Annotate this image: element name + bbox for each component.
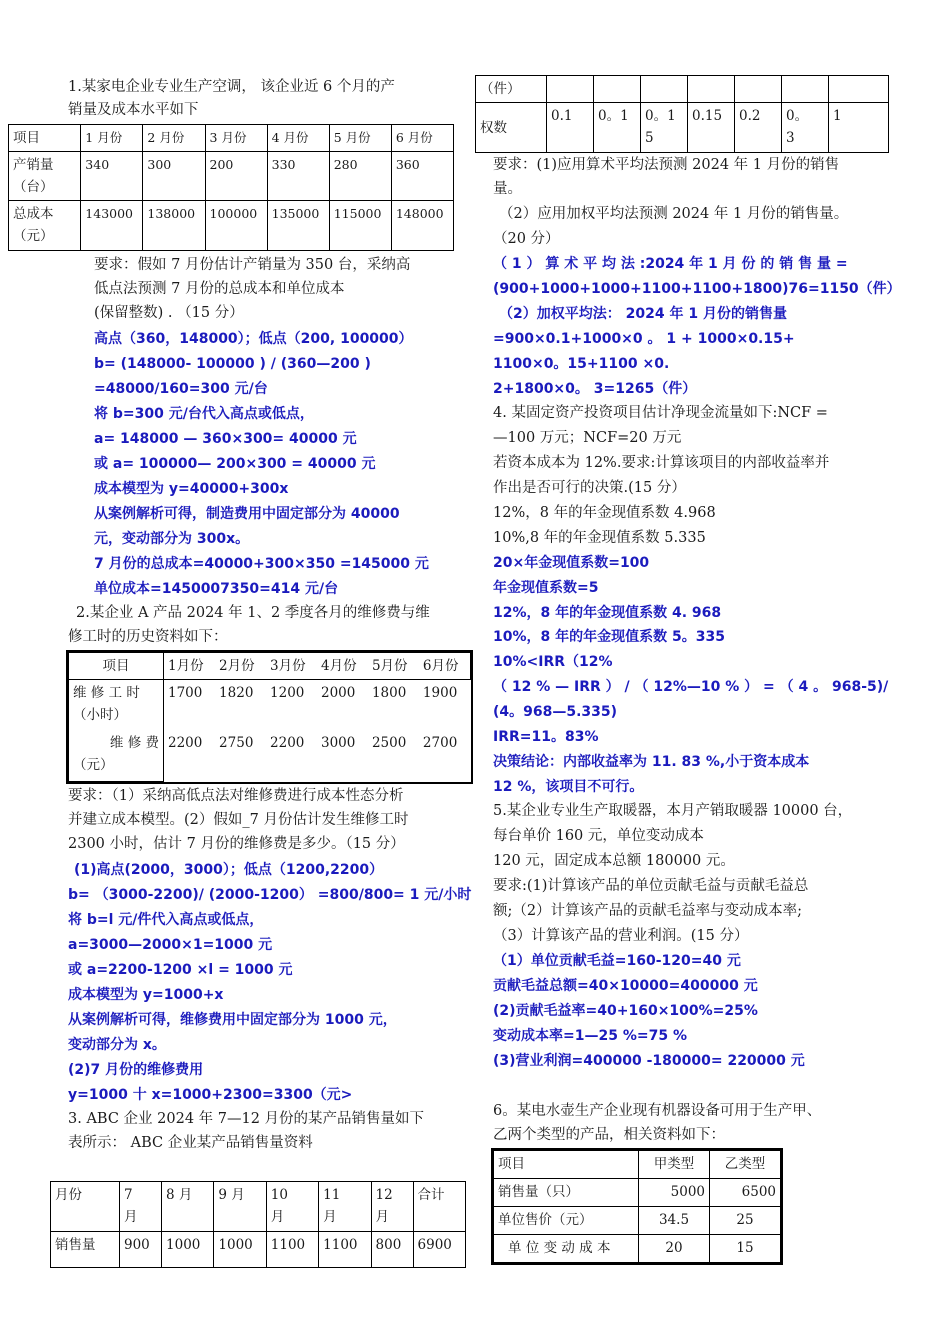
- q1-cell: 330: [267, 152, 329, 201]
- q3-answer-line: （2）加权平均法： 2024 年 1 月份的销售量: [499, 306, 787, 322]
- q2-answer-line: 变动部分为 x。: [68, 1037, 166, 1053]
- q3-weights-unit-label: （件）: [476, 76, 547, 103]
- q1-answer-line: 元，变动部分为 300x。: [94, 531, 250, 547]
- q1-header-cell: 项目: [9, 125, 81, 152]
- q4-answer-line: 12 %，该项目不可行。: [493, 779, 644, 795]
- q3-req-line-4: （20 分）: [493, 231, 560, 247]
- q1-cell: 135000: [267, 201, 329, 251]
- q3-weight-cell: 0.1: [547, 103, 594, 153]
- q3-header-cell: 11 月: [319, 1182, 371, 1232]
- q5-answer-line: (3)营业利润=400000 -180000= 220000 元: [493, 1053, 805, 1069]
- q2-table-row: [69, 730, 471, 782]
- q2-cell: 1200: [270, 685, 305, 701]
- q3-weights-cell: [594, 76, 641, 103]
- q3-weights-cell: [782, 76, 829, 103]
- q6-cell: 单位售价（元）: [494, 1207, 639, 1235]
- q3-weights-cell: [688, 76, 735, 103]
- q3-intro-line-2: 表所示： ABC 企业某产品销售量资料: [68, 1135, 313, 1151]
- q4-answer-line: 决策结论：内部收益率为 11. 83 %,小于资本成本: [493, 754, 810, 770]
- q1-answer-line: 单位成本=1450007350=414 元/台: [94, 581, 339, 597]
- q4-answer-line: 10%<IRR（12%: [493, 654, 613, 670]
- q2-header-cell: 项目: [69, 653, 164, 680]
- q3-weight-cell: 0。1: [594, 103, 641, 153]
- q4-answer-line: （ 12 % — IRR ） / （ 12%—10 % ） = （ 4 。 968-5)/: [493, 679, 889, 695]
- q1-cell: 340: [81, 152, 143, 201]
- q6-header-cell: 项目: [494, 1151, 639, 1179]
- q2-cell: 2500: [371, 734, 407, 751]
- q2-row-label: 维 修 工 时 （小时）: [69, 680, 164, 730]
- q3-req-line-1: 要求：(1)应用算术平均法预测 2024 年 1 月份的销售: [493, 157, 840, 173]
- q3-header-cell: 合计: [413, 1182, 465, 1232]
- q3-weight-cell: 1: [829, 103, 889, 153]
- q1-cell: 280: [329, 152, 391, 201]
- q4-answer-line: 20×年金现值系数=100: [493, 555, 650, 571]
- q6-cell: 5000: [639, 1179, 710, 1207]
- q3-weights-table: [475, 75, 889, 153]
- q2-table: [68, 652, 471, 782]
- q2-cell: 2200: [168, 734, 203, 751]
- q1-answer-line: 成本模型为 y=40000+300x: [94, 481, 289, 497]
- q2-cell: 1700: [168, 685, 203, 701]
- q2-cell: 1900: [422, 685, 458, 701]
- q6-cell: 销售量（只）: [494, 1179, 639, 1207]
- q3-cell: 1100: [319, 1232, 371, 1268]
- q6-intro-line-1: 6。某电水壶生产企业现有机器设备可用于生产甲、: [493, 1103, 822, 1119]
- q1-row-label: 产销量 （台）: [9, 152, 81, 201]
- q4-answer-line: 12%，8 年的年金现值系数 4. 968: [493, 605, 722, 621]
- q2-header-cell: 2月份: [215, 653, 266, 680]
- q2-answer-line: 从案例解析可得，维修费用中固定部分为 1000 元，: [68, 1012, 397, 1028]
- q1-header-cell: 6 月份: [391, 125, 453, 152]
- q2-answer-line: 将 b=l 元/件代入高点或低点，: [68, 912, 264, 928]
- q6-cell: 单 位 变 动 成 本: [494, 1235, 639, 1263]
- q1-header-cell: 4 月份: [267, 125, 329, 152]
- q1-table-row: [9, 201, 454, 251]
- q6-cell: 25: [710, 1207, 781, 1235]
- q3-weights-cell: [641, 76, 688, 103]
- q3-answer-line: （ 1 ） 算 术 平 均 法 :2024 年 1 月 份 的 销 售 量 =: [493, 256, 848, 272]
- q3-weights-row: [476, 103, 889, 153]
- q5-text-line: 要求:(1)计算该产品的单位贡献毛益与贡献毛益总: [493, 878, 809, 894]
- q2-intro-line-1: 2.某企业 A 产品 2024 年 1、2 季度各月的维修费与维: [76, 605, 430, 621]
- q1-answer-line: a= 148000 — 360×300= 40000 元: [94, 431, 357, 447]
- q3-cell: 6900: [413, 1232, 465, 1268]
- q3-header-cell: 9 月: [214, 1182, 266, 1232]
- q2-row-label: 维 修 费 （元）: [69, 730, 164, 782]
- q1-cell: 138000: [143, 201, 205, 251]
- q3-weight-cell: 0.15: [688, 103, 735, 153]
- q3-weights-cell: [547, 76, 594, 103]
- q4-answer-line: IRR=11。83%: [493, 729, 599, 745]
- q4-text-line: 12%，8 年的年金现值系数 4.968: [493, 505, 716, 521]
- q1-req-line-2: 低点法预测 7 月份的总成本和单位成本: [94, 281, 345, 297]
- q1-header-cell: 1 月份: [81, 125, 143, 152]
- q3-weights-unit-row: [476, 76, 889, 103]
- q2-answer-line: y=1000 十 x=1000+2300=3300（元>: [68, 1087, 353, 1103]
- q3-weight-cell: 0。 3: [782, 103, 829, 153]
- q2-req-line-1: 要求：（1）采纳高低点法对维修费进行成本性态分析: [68, 788, 404, 804]
- q2-header-cell: 1月份: [164, 653, 216, 680]
- q3-weights-cell: [829, 76, 889, 103]
- q2-answer-line: 成本模型为 y=1000+x: [68, 987, 224, 1003]
- q2-cell: 2200: [270, 734, 305, 751]
- q3-req-line-2: 量。: [493, 181, 522, 197]
- q5-answer-line: 贡献毛益总额=40×10000=400000 元: [493, 978, 758, 994]
- q1-answer-line: 从案例解析可得，制造费用中固定部分为 40000: [94, 506, 400, 522]
- q3-answer-line: (900+1000+1000+1100+1100+1800)76=1150（件）: [493, 281, 901, 297]
- q5-answer-line: (2)贡献毛益率=40+160×100%=25%: [493, 1003, 758, 1019]
- q3-header-cell: 月份: [51, 1182, 120, 1232]
- q2-cell: 2000: [320, 685, 356, 701]
- q1-cell: 360: [391, 152, 453, 201]
- q1-req-line-1: 要求：假如 7 月份估计产销量为 350 台，采纳高: [94, 257, 411, 273]
- q3-cell: 1000: [162, 1232, 214, 1268]
- q6-table-row: [494, 1207, 781, 1235]
- q1-table-header-row: [9, 125, 454, 152]
- q5-answer-line: （1）单位贡献毛益=160-120=40 元: [493, 953, 741, 969]
- q2-header-cell: 3月份: [266, 653, 317, 680]
- q2-answer-line: (1)高点(2000，3000）；低点（1200,2200）: [74, 862, 384, 878]
- q6-table-row: [494, 1179, 781, 1207]
- q4-answer-line: 10%，8 年的年金现值系数 5。335: [493, 629, 725, 645]
- q3-weight-cell: 0。1 5: [641, 103, 688, 153]
- q2-intro-line-2: 修工时的历史资料如下：: [68, 629, 228, 645]
- q3-table: [50, 1181, 466, 1268]
- q2-cell: 2750: [219, 734, 254, 751]
- q2-answer-line: 或 a=2200-1200 ×l = 1000 元: [68, 962, 293, 978]
- q5-text-line: 每台单价 160 元，单位变动成本: [493, 828, 704, 844]
- q4-answer-line: (4。968—5.335): [493, 704, 618, 720]
- q6-cell: 15: [710, 1235, 781, 1263]
- q2-table-header-row: [69, 653, 471, 680]
- q6-cell: 34.5: [639, 1207, 710, 1235]
- q1-header-cell: 3 月份: [205, 125, 267, 152]
- q3-cell: 1100: [266, 1232, 318, 1268]
- q6-table-header-row: [494, 1151, 781, 1179]
- q2-cell: 1800: [371, 685, 407, 701]
- q1-header-cell: 5 月份: [329, 125, 391, 152]
- q3-table-header-row: [51, 1182, 466, 1232]
- q2-header-cell: 4月份: [317, 653, 368, 680]
- q5-text-line: （3）计算该产品的营业利润。(15 分）: [493, 928, 749, 944]
- q5-text-line: 120 元，固定成本总额 180000 元。: [493, 853, 735, 869]
- q1-table: [8, 124, 454, 251]
- q3-weight-cell: 0.2: [735, 103, 782, 153]
- q3-header-cell: 10 月: [266, 1182, 318, 1232]
- q6-header-cell: 甲类型: [639, 1151, 710, 1179]
- q5-answer-line: 变动成本率=1—25 %=75 %: [493, 1028, 687, 1044]
- q3-answer-line: 2+1800×0。 3=1265（件）: [493, 381, 697, 397]
- q1-answer-line: 或 a= 100000— 200×300 = 40000 元: [94, 456, 376, 472]
- q3-req-line-3: （2）应用加权平均法预测 2024 年 1 月份的销售量。: [499, 206, 849, 222]
- q4-text-line: —100 万元；NCF=20 万元: [493, 430, 682, 446]
- q1-cell: 300: [143, 152, 205, 201]
- q4-text-line: 10%,8 年的年金现值系数 5.335: [493, 530, 706, 546]
- q3-cell: 900: [120, 1232, 162, 1268]
- q3-table-row: [51, 1232, 466, 1268]
- q1-cell: 200: [205, 152, 267, 201]
- q2-cell: 2700: [422, 734, 458, 751]
- q6-intro-line-2: 乙两个类型的产品，相关资料如下：: [493, 1127, 725, 1143]
- q1-cell: 100000: [205, 201, 267, 251]
- q5-text-line: 5.某企业专业生产取暖器，本月产销取暖器 10000 台，: [493, 803, 853, 819]
- q6-table: [493, 1150, 781, 1263]
- q1-answer-line: 将 b=300 元/台代入高点或低点，: [94, 406, 314, 422]
- q3-cell: 800: [371, 1232, 413, 1268]
- q2-answer-line: (2)7 月份的维修费用: [68, 1062, 204, 1078]
- q1-table-row: [9, 152, 454, 201]
- q5-text-line: 额;（2）计算该产品的贡献毛益率与变动成本率;: [493, 903, 802, 919]
- q2-cell: 3000: [320, 734, 356, 751]
- q2-answer-line: b= （3000-2200)/ (2000-1200） =800/800= 1 元/小时: [68, 887, 472, 903]
- q6-cell: 20: [639, 1235, 710, 1263]
- q6-cell: 6500: [710, 1179, 781, 1207]
- q3-cell: 销售量: [51, 1232, 120, 1268]
- q1-cell: 115000: [329, 201, 391, 251]
- q1-header-cell: 2 月份: [143, 125, 205, 152]
- q4-text-line: 若资本成本为 12%.要求:计算该项目的内部收益率并: [493, 455, 830, 471]
- q4-answer-line: 年金现值系数=5: [493, 580, 599, 596]
- q3-header-cell: 12 月: [371, 1182, 413, 1232]
- q1-answer-line: 高点（360，148000）；低点（200, 100000）: [94, 331, 413, 347]
- q2-answer-line: a=3000—2000×1=1000 元: [68, 937, 273, 953]
- q3-header-cell: 7 月: [120, 1182, 162, 1232]
- q2-cell: 1820: [219, 685, 254, 701]
- q2-req-line-2: 并建立成本模型。(2）假如_7 月份估计发生维修工时: [68, 812, 409, 828]
- q2-req-line-3: 2300 小时，估计 7 月份的维修费是多少。（15 分）: [68, 836, 405, 852]
- q1-req-line-3: (保留整数) . （15 分）: [94, 305, 244, 321]
- q3-answer-line: 1100×0。15+1100 ×0.: [493, 356, 670, 372]
- q2-table-row: [69, 680, 471, 730]
- q1-intro-line-2: 销量及成本水平如下: [68, 102, 199, 118]
- q3-weights-label: 权数: [476, 103, 547, 153]
- q1-cell: 148000: [391, 201, 453, 251]
- q1-answer-line: =48000/160=300 元/台: [94, 381, 268, 397]
- q1-answer-line: 7 月份的总成本=40000+300×350 =145000 元: [94, 556, 429, 572]
- q1-cell: 143000: [81, 201, 143, 251]
- q4-text-line: 4. 某固定资产投资项目估计净现金流量如下:NCF =: [493, 405, 828, 421]
- q3-weights-cell: [735, 76, 782, 103]
- q3-header-cell: 8 月: [162, 1182, 214, 1232]
- q4-text-line: 作出是否可行的决策.(15 分）: [493, 480, 686, 496]
- q1-intro-line-1: 1.某家电企业专业生产空调， 该企业近 6 个月的产: [68, 79, 395, 95]
- q1-row-label: 总成本 （元）: [9, 201, 81, 251]
- q6-header-cell: 乙类型: [710, 1151, 781, 1179]
- q6-table-row: [494, 1235, 781, 1263]
- q2-header-cell: 6月份: [419, 653, 471, 680]
- q3-cell: 1000: [214, 1232, 266, 1268]
- q2-header-cell: 5月份: [368, 653, 419, 680]
- q1-answer-line: b= (148000- 100000 ) / (360—200 ): [94, 356, 371, 372]
- q3-intro-line-1: 3. ABC 企业 2024 年 7—12 月份的某产品销售量如下: [68, 1111, 425, 1127]
- q3-answer-line: =900×0.1+1000×0 。 1 + 1000×0.15+: [493, 331, 795, 347]
